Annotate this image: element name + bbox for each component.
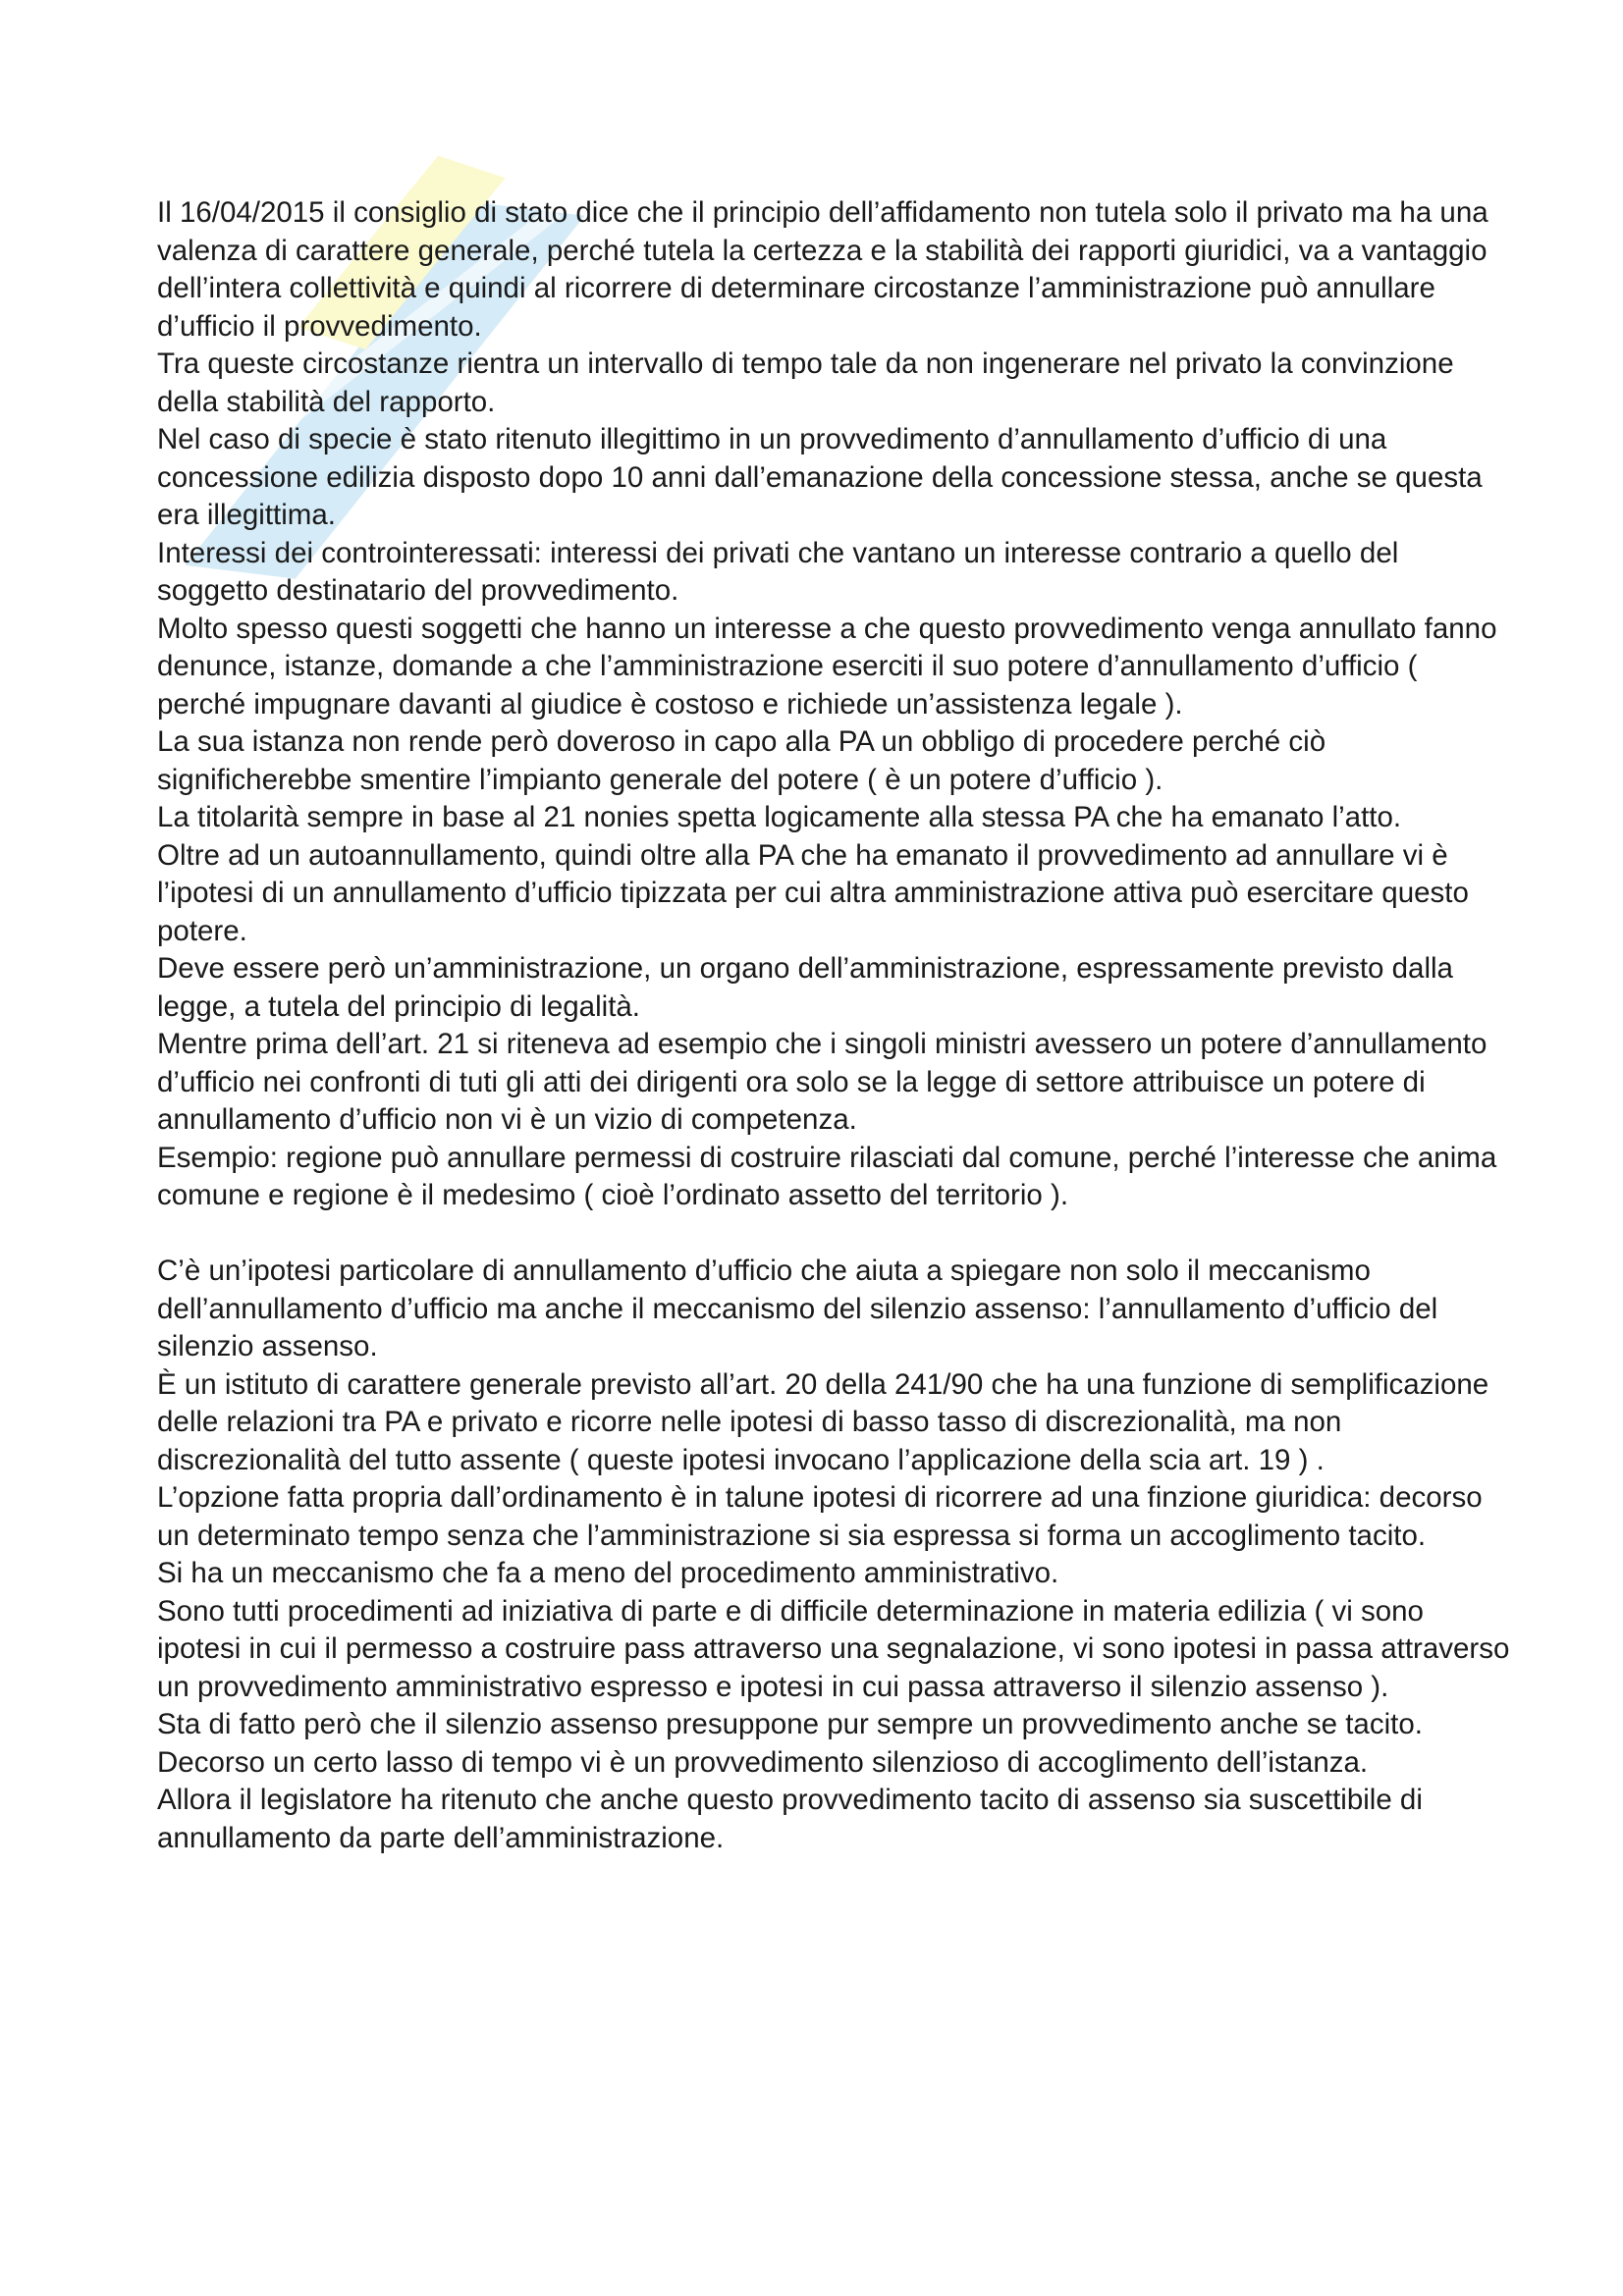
- paragraph-gap: [157, 1215, 1512, 1254]
- paragraph: È un istituto di carattere generale previsto all’art. 20 della 241/90 che ha una funzione di semplificazione delle relazioni tra PA e privato e ricorre nelle ipotesi di basso tasso di discrezionalità, ma non discrezionalità del tutto assente ( queste ipotesi invocano l’applicazione della scia art. 19 ) .: [157, 1367, 1489, 1476]
- paragraph: Interessi dei controinteressati: interessi dei privati che vantano un interesse contrario a quello del soggetto destinatario del provvedimento.: [157, 536, 1399, 607]
- paragraph: Tra queste circostanze rientra un intervallo di tempo tale da non ingenerare nel privato la convinzione della stabilità del rapporto.: [157, 347, 1454, 418]
- paragraph: Il 16/04/2015 il consiglio di stato dice che il principio dell’affidamento non tutela solo il privato ma ha una valenza di carattere generale, perché tutela la certezza e la stabilità dei rapporti giuridici, va a vantaggio dell’intera collettività e quindi al ricorrere di determinare circostanze l’amministrazione può annullare d’ufficio il provvedimento.: [157, 196, 1488, 343]
- paragraph: Si ha un meccanismo che fa a meno del procedimento amministrativo.: [157, 1557, 1059, 1589]
- paragraph: Sta di fatto però che il silenzio assenso presuppone pur sempre un provvedimento anche se tacito. Decorso un certo lasso di tempo vi è un provvedimento silenzioso di accoglimento dell’istanza.: [157, 1708, 1423, 1779]
- paragraph: Molto spesso questi soggetti che hanno un interesse a che questo provvedimento venga annullato fanno denunce, istanze, domande a che l’amministrazione eserciti il suo potere d’annullamento d’ufficio ( perché impugnare davanti al giudice è costoso e richiede un’assistenza legale ).: [157, 612, 1497, 721]
- paragraph: La titolarità sempre in base al 21 nonies spetta logicamente alla stessa PA che ha emanato l’atto.: [157, 801, 1402, 833]
- paragraph: L’opzione fatta propria dall’ordinamento è in talune ipotesi di ricorrere ad una finzione giuridica: decorso un determinato tempo senza che l’amministrazione si sia espressa si forma un accoglimento tacito.: [157, 1481, 1483, 1552]
- document-body: [157, 194, 1512, 1857]
- paragraph: Allora il legislatore ha ritenuto che anche questo provvedimento tacito di assenso sia suscettibile di annullamento da parte dell’amministrazione.: [157, 1784, 1423, 1854]
- paragraph: Oltre ad un autoannullamento, quindi oltre alla PA che ha emanato il provvedimento ad annullare vi è l’ipotesi di un annullamento d’ufficio tipizzata per cui altra amministrazione attiva può esercitare questo potere.: [157, 838, 1469, 947]
- paragraph: Sono tutti procedimenti ad iniziativa di parte e di difficile determinazione in materia edilizia ( vi sono ipotesi in cui il permesso a costruire pass attraverso una segnalazione, vi sono ipotesi in passa attraverso un provvedimento amministrativo espresso e ipotesi in cui passa attraverso il silenzio assenso ).: [157, 1594, 1510, 1703]
- paragraph: C’è un’ipotesi particolare di annullamento d’ufficio che aiuta a spiegare non solo il meccanismo dell’annullamento d’ufficio ma anche il meccanismo del silenzio assenso: l’annullamento d’ufficio del silenzio assenso.: [157, 1255, 1438, 1362]
- paragraph: Esempio: regione può annullare permessi di costruire rilasciati dal comune, perché l’interesse che anima comune e regione è il medesimo ( cioè l’ordinato assetto del territorio ).: [157, 1141, 1497, 1211]
- paragraph: Deve essere però un’amministrazione, un organo dell’amministrazione, espressamente previsto dalla legge, a tutela del principio di legalità.: [157, 952, 1453, 1023]
- paragraph: Mentre prima dell’art. 21 si riteneva ad esempio che i singoli ministri avessero un potere d’annullamento d’ufficio nei confronti di tuti gli atti dei dirigenti ora solo se la legge di settore attribuisce un potere di annullamento d’ufficio non vi è un vizio di competenza.: [157, 1028, 1488, 1136]
- paragraph: Nel caso di specie è stato ritenuto illegittimo in un provvedimento d’annullamento d’ufficio di una concessione edilizia disposto dopo 10 anni dall’emanazione della concessione stessa, anche se questa era illegittima.: [157, 423, 1483, 531]
- paragraph: La sua istanza non rende però doveroso in capo alla PA un obbligo di procedere perché ciò significherebbe smentire l’impianto generale del potere ( è un potere d’ufficio ).: [157, 725, 1326, 796]
